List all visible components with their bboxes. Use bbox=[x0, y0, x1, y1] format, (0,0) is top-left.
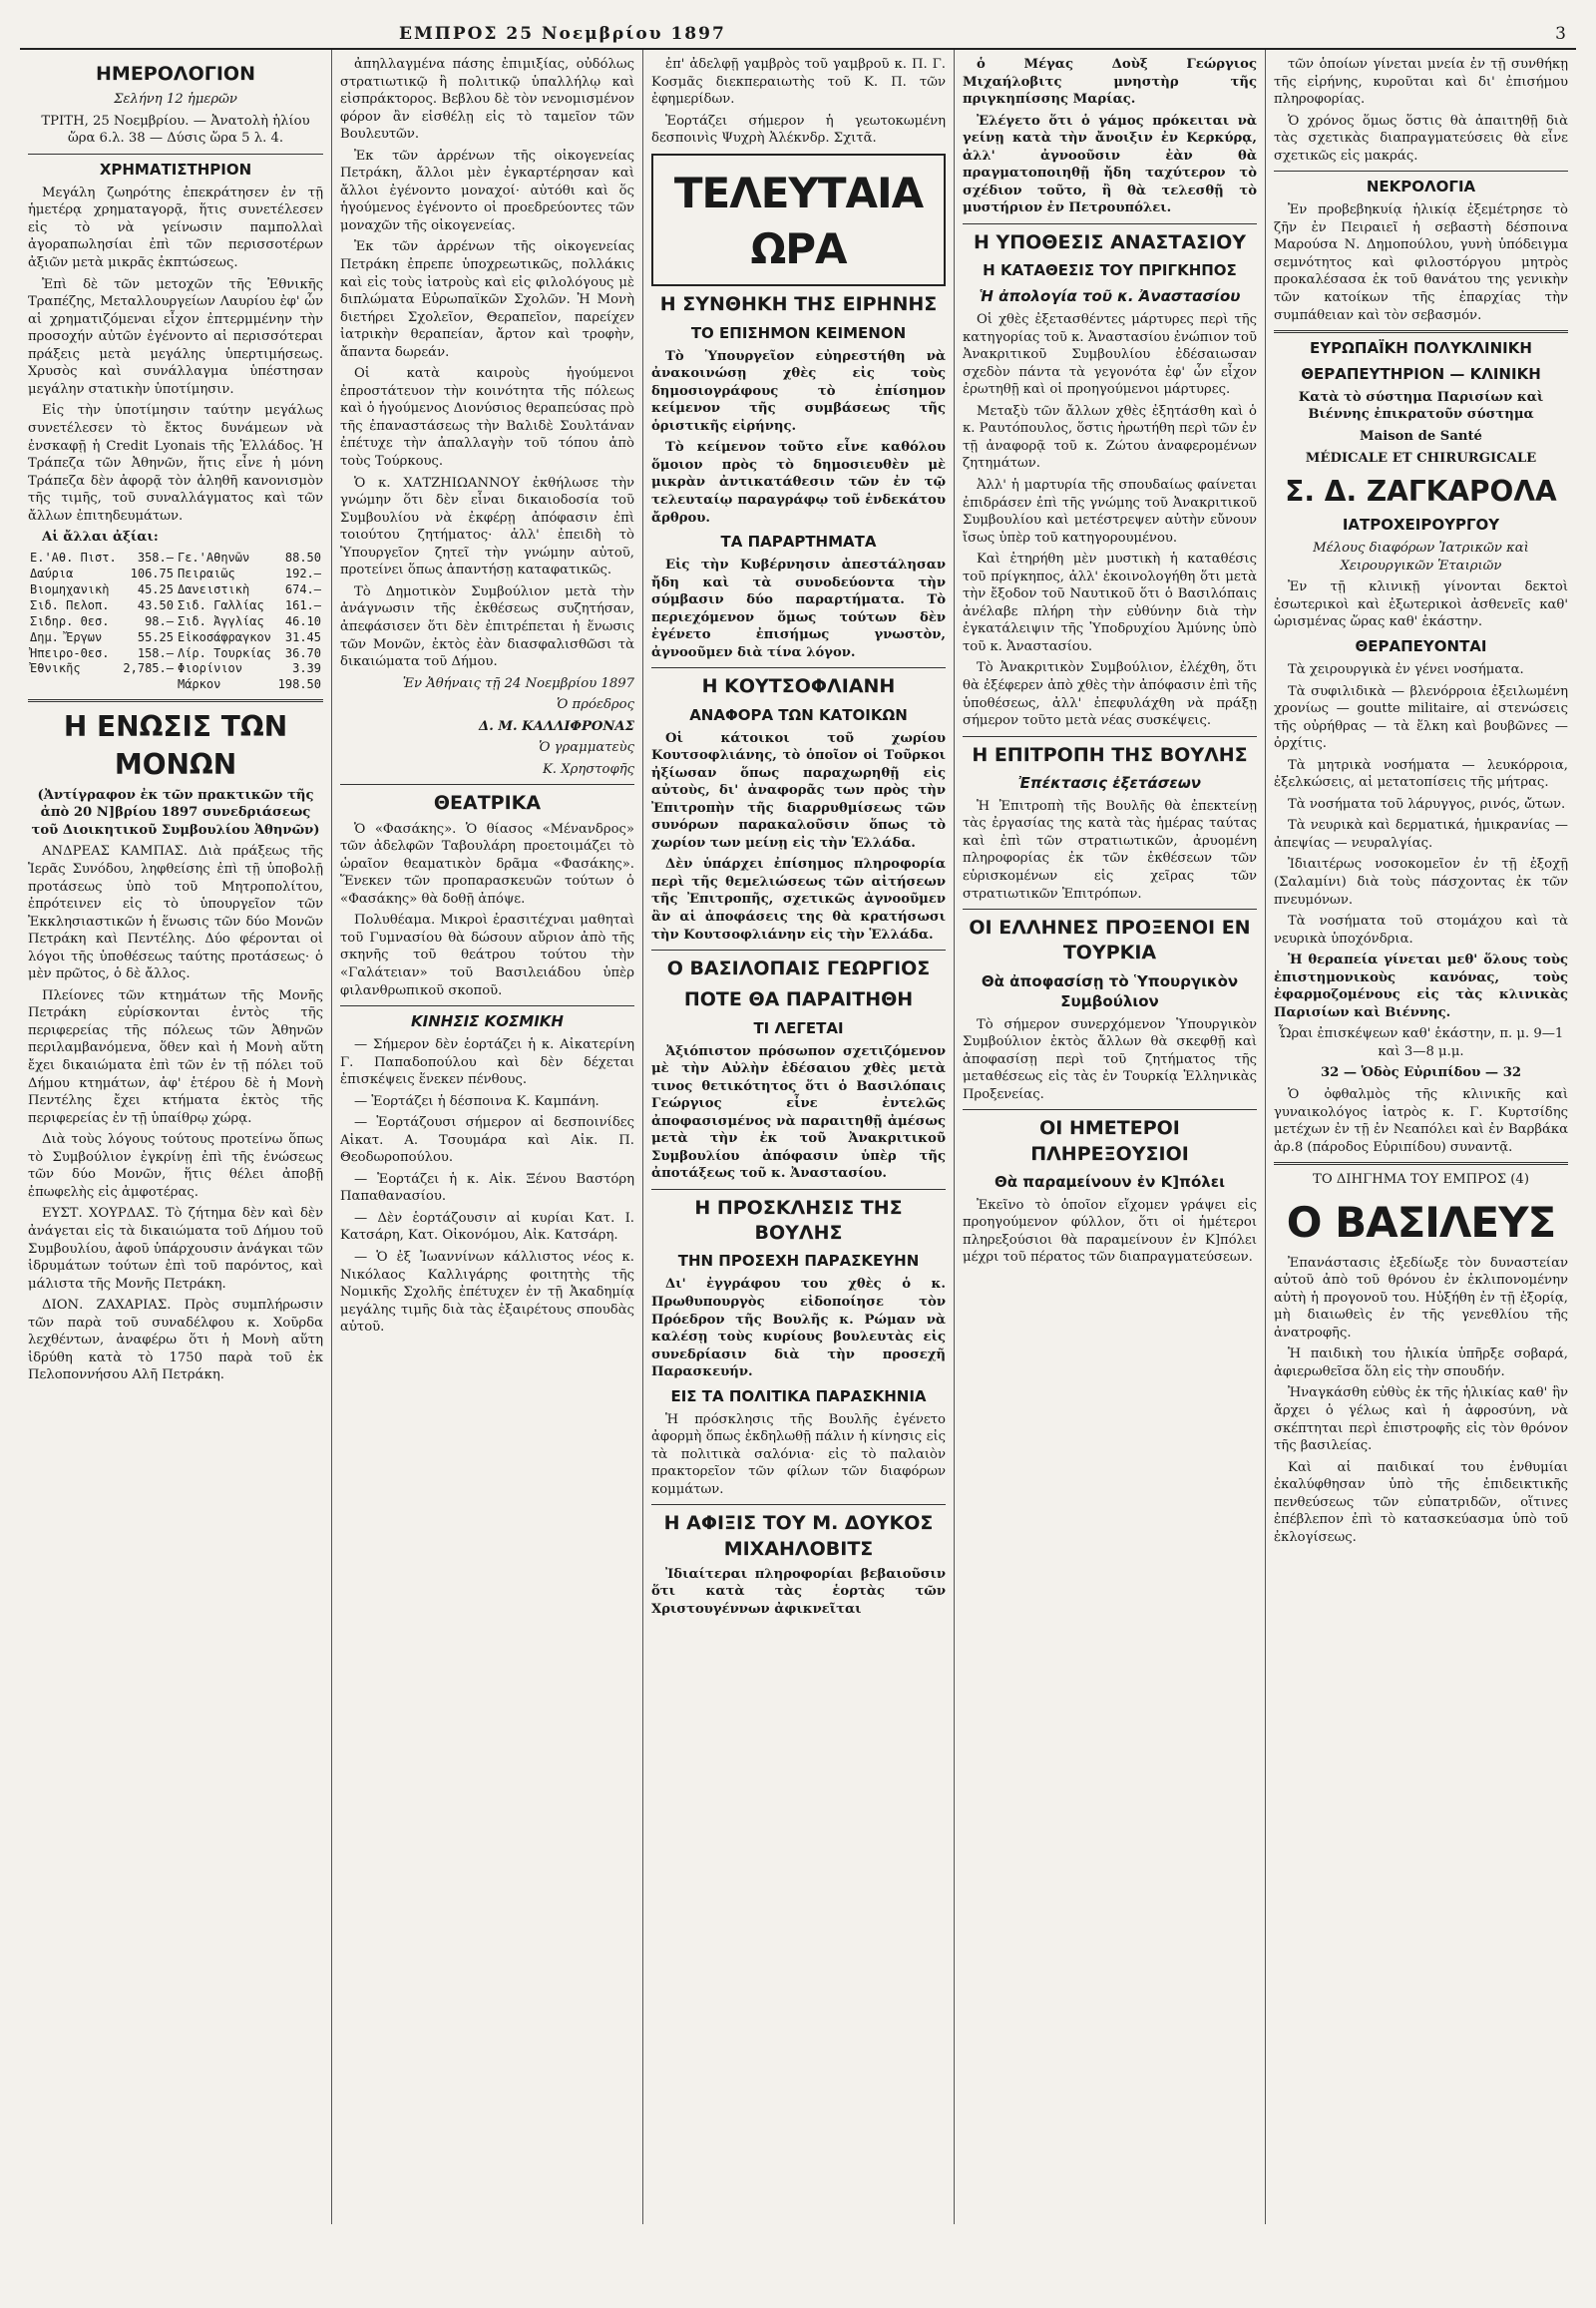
serial-title: Ο ΒΑΣΙΛΕΥΣ bbox=[1286, 1197, 1556, 1247]
rates-cell: Ἠπειρο-Θεσ. bbox=[30, 645, 110, 660]
signature-name: Κ. Χρηστοφῆς bbox=[542, 761, 634, 777]
society-item: — Δὲν ἑορτάζουσιν αἱ κυρίαι Κατ. Ι. Κατσάρη, Κατ. Οἰκονόμου, Αἰκ. Κατσάρη. bbox=[340, 1210, 634, 1244]
rates-row bbox=[28, 551, 323, 567]
serial-paragraph: Καὶ αἱ παιδικαί του ἐνθυμίαι ἐκαλύφθησαν ὑπὸ τῆς ἐπιδεικτικῆς πενθεύσεως τῶν εὐπατριδῶν, οἵτινες ἐπέβλεπον ἐπὶ τὸ κατασκεύασμα ὑπὸ τοῦ ἐκλογίσεως. bbox=[1274, 1459, 1568, 1545]
calendar-title: ΗΜΕΡΟΛΟΓΙΟΝ bbox=[96, 63, 255, 85]
column-3 bbox=[642, 50, 954, 2224]
rates-cell: Σιδ. Γαλλίας bbox=[177, 597, 264, 612]
rates-cell: Ε.'Αθ. Πιστ. bbox=[30, 550, 117, 565]
theatre-paragraph: Ὁ «Φασάκης». Ὁ θίασος «Μένανδρος» τῶν ἀδελφῶν Ταβουλάρη προετοιμάζει τὸ ὡραῖον θεαματικὸν δρᾶμα «Φασάκης». Ἕνεκεν τῶν προπαρασκευῶν τούτων ὁ «Φασάκης» θὰ δοθῇ ἀπόψε. bbox=[340, 821, 634, 907]
society-item: — Ἑορτάζει ἡ δέσποινα Κ. Καμπάνη. bbox=[354, 1093, 599, 1109]
market-paragraph: Εἰς τὴν ὑποτίμησιν ταύτην μεγάλως συνετέλεσεν τὸ ἔκτος δυνάμεων νὰ ἐνσκαφῇ ἡ Credit Lyonais τῆς Ἑλλάδος. Ἡ Τράπεζα τῶν Ἀθηνῶν, ἥτις εἶνε ἡ μόνη Τράπεζα δὲν ἀφορᾷ τὸν ἀληθῆ κανονισμὸν τῆς τιμῆς, τοῦ συναλλάγματος καὶ τῶν ἄλλων ἐπιτηδευμάτων. bbox=[28, 403, 323, 524]
rates-cell: 36.70 bbox=[284, 645, 321, 660]
rates-cell: Δημ. Ἔργων bbox=[30, 629, 103, 644]
article-paragraph: Ὁ κ. ΧΑΤΖΗΙΩΑΝΝΟΥ ἐκθήλωσε τὴν γνώμην ὅτι δὲν εἶναι δικαιοδοσία τοῦ Συμβουλίου νὰ ἐκφέρῃ ἀπόφασιν ἐπὶ τοιούτου ζητήματος· ἀλλ' ἐπειδὴ τὸ Ὑπουργεῖον ζητεῖ τὴν γνώμην αὐτοῦ, προτείνει ὅπως ἀπαντήσῃ καταφατικῶς. bbox=[340, 475, 634, 578]
treat-item: Τὰ συφιλιδικὰ — βλενόρροια ἐξειλωμένη χρονίως — goutte militaire, αἱ στενώσεις τῆς οὐρήθρας — τὰ ἕλκη καὶ βουβῶνες — ὀρχίτις. bbox=[1274, 683, 1568, 752]
rates-cell: Σιδηρ. Θεσ. bbox=[30, 613, 110, 628]
rates-cell: 2,785.— bbox=[123, 661, 174, 676]
boule-title: Η ΠΡΟΣΚΛΗΣΙΣ ΤΗΣ ΒΟΥΛΗΣ bbox=[694, 1196, 903, 1245]
signature-role: Ὁ γραμματεὺς bbox=[539, 740, 634, 756]
clinic-french-2: MÉDICALE ET CHIRURGICALE bbox=[1305, 450, 1537, 466]
rates-cell: 106.75 bbox=[130, 566, 174, 580]
union-title: Η ΕΝΩΣΙΣ ΤΩΝ ΜΟΝΩΝ bbox=[63, 710, 288, 781]
treat-item: Ἡ θεραπεία γίνεται μεθ' ὅλους τοὺς ἐπιστημονικοὺς κανόνας, τοὺς ἐφαρμοζομένους εἰς τὰς κλινικὰς Παρισίων καὶ Βιέννης. bbox=[1274, 953, 1568, 1020]
rates-cell: 46.10 bbox=[284, 613, 321, 628]
column-4 bbox=[954, 50, 1265, 2224]
society-item: — Σήμερον δὲν ἑορτάζει ἡ κ. Αἰκατερίνη Γ. Παπαδοπούλου καὶ δὲν δέχεται ἐπισκέψεις ἕνεκεν πένθους. bbox=[340, 1037, 634, 1088]
article-paragraph: Ἐκ τῶν ἀρρένων τῆς οἰκογενείας Πετράκη ἐπρεπε ὑποχρεωτικῶς, πολλάκις καὶ εἰς τοὺς ἰατροὺς καὶ εἰς φιλολόγους μὲ διπλώματα Εὐρωπαϊκῶν Σχολῶν. Ἡ Μονὴ διετήρει Σχολεῖον, Θεραπεῖον, παρείχεν ἰατρικὴν θεραπείαν, ἄρτον καὶ τροφὴν, ἄπαντα δωρεάν. bbox=[340, 239, 634, 360]
plen-title: ΟΙ ΗΜΕΤΕΡΟΙ ΠΛΗΡΕΞΟΥΣΙΟΙ bbox=[1030, 1117, 1189, 1165]
article-paragraph: τῶν ὁποίων γίνεται μνεία ἐν τῇ συνθήκῃ τῆς εἰρήνης, κυροῦται καὶ δι' ἐπισήμου πληροφορίας. bbox=[1274, 57, 1568, 108]
prince-subtitle: ΤΙ ΛΕΓΕΤΑΙ bbox=[753, 1018, 844, 1037]
rates-cell: 3.39 bbox=[292, 661, 321, 676]
article-paragraph: ἀπηλλαγμένα πάσης ἐπιμιξίας, οὐδόλως στρατιωτικῷ ἢ πολιτικῷ ὑπαλλήλῳ καὶ εἰσπράκτορος. Βεβλου δὲ τὸν νενομισμένον φόρον ἂν εἰσθέλῃ εἰς τὸ ταμεῖον τῶν Βουλευτῶν. bbox=[340, 57, 634, 143]
rates-cell: Σιδ. Ἀγγλίας bbox=[177, 613, 264, 628]
rates-heading: Αἱ ἄλλαι ἀξίαι: bbox=[42, 530, 159, 546]
treat-item: Τὰ χειρουργικὰ ἐν γένει νοσήματα. bbox=[1288, 661, 1524, 677]
clinic-paragraph: Ἐν τῇ κλινικῇ γίνονται δεκτοὶ ἐσωτερικοὶ καὶ ἐξωτερικοὶ ἀσθενεῖς καθ' ὡρισμένας ὥρας καθ' ἑκάστην. bbox=[1274, 579, 1568, 630]
kout-paragraph: Οἱ κάτοικοι τοῦ χωρίου Κουτσοφλιάνης, τὸ ὁποῖον οἱ Τοῦρκοι ἠξίωσαν ὅπως παραχωρηθῇ εἰς αὐτοὺς, δι' ἀναφορᾶς των πρὸς τὴν Ἐπιτροπὴν τῆς διαρρυθμίσεως τῶν συνόρων παρακαλοῦσιν ὅπως τὸ χωρίον των μείνῃ εἰς τὴν Ἑλλάδα. bbox=[651, 730, 946, 851]
rates-row bbox=[28, 598, 323, 614]
anast-paragraph: Τὸ Ἀνακριτικὸν Συμβούλιον, ἐλέχθη, ὅτι θὰ ἐξέφερεν ἀπὸ χθὲς τὴν ἀπόφασιν ἐπὶ τῆς ὑποθέσεως, ἀλλ' ἐπεφυλάχθη νὰ πράξῃ σήμερον τοῦτο μετὰ νέας συσκέψεις. bbox=[963, 660, 1257, 729]
anast-paragraph: Ἀλλ' ἡ μαρτυρία τῆς σπουδαίως φαίνεται ἐπιδράσεν ἐπὶ τῆς γνώμης τοῦ Ἀνακριτικοῦ Συμβουλίου καὶ μετέστρεψεν αὐτὴν εὔνουν ἴσως ὑπὲρ τοῦ κατηγορουμένου. bbox=[963, 477, 1257, 546]
doctor-title: ΙΑΤΡΟΧΕΙΡΟΥΡΓΟΥ bbox=[1342, 516, 1500, 535]
annex-paragraph: Εἰς τὴν Κυβέρνησιν ἀπεστάλησαν ἤδη καὶ τὰ συνοδεύοντα τὴν σύμβασιν δύο παραρτήματα. Τὸ περιεχόμενον ὅμως τούτων δὲν ἐγένετο ἐπισήμως γνωστὸν, ἀγνοοῦμεν διὰ τίνα λόγον. bbox=[651, 558, 946, 660]
treat-item: Τὰ νευρικὰ καὶ δερματικά, ἡμικρανίας — ἀπεψίας — νευραλγίας. bbox=[1274, 818, 1568, 851]
clinic-line: Κατὰ τὸ σύστημα Παρισίων καὶ Βιέννης ἐπικρατοῦν σύστημα bbox=[1298, 389, 1544, 423]
treat-title: ΘΕΡΑΠΕΥΟΝΤΑΙ bbox=[1355, 637, 1487, 656]
rates-cell: 31.45 bbox=[284, 629, 321, 644]
doctor-member: Μέλους διαφόρων Ἰατρικῶν καὶ Χειρουργικῶν Ἑταιριῶν bbox=[1313, 541, 1529, 574]
politics-title: ΕΙΣ ΤΑ ΠΟΛΙΤΙΚΑ ΠΑΡΑΣΚΗΝΙΑ bbox=[670, 1386, 927, 1405]
theatre-title: ΘΕΑΤΡΙΚΑ bbox=[433, 792, 542, 815]
serial-paragraph: Ἐπανάστασις ἐξεδίωξε τὸν δυναστείαν αὐτοῦ ἀπὸ τοῦ θρόνου ἐν ἐκλιπονομένην αὐτὴ ἡ προγονοῦ του. Ηὐξήθη ἐν τῇ ἐξορίᾳ, μὴ διαιωθεὶς ἐν τῆς γενεθλίου τῆς ἀνατροφῆς. bbox=[1274, 1255, 1568, 1341]
rates-cell: 45.25 bbox=[137, 581, 174, 596]
boule-paragraph: Δι' ἐγγράφου του χθὲς ὁ κ. Πρωθυπουργὸς εἰδοποίησε τὸν Πρόεδρον τῆς Βουλῆς κ. Ρώμαν νὰ καλέσῃ τοὺς κυρίους βουλευτὰς εἰς συνεδρίασιν διὰ τὴν προσεχῆ Παρασκευήν. bbox=[651, 1277, 946, 1380]
rates-cell: 674.— bbox=[284, 581, 321, 596]
arrival-title: Η ΑΦΙΞΙΣ ΤΟΥ Μ. ΔΟΥΚΟΣ ΜΙΧΑΗΛΟΒΙΤΣ bbox=[663, 1512, 934, 1560]
anast-paragraph: Καὶ ἐτηρήθη μὲν μυστικὴ ἡ καταθέσις τοῦ πρίγκηπος, ἀλλ' ἐκοινολογήθη ὅτι μετὰ τὴν ἔξοδον τοῦ Ναυτικοῦ ὅτι ὁ Βασιλόπαις ἀνέλαβε πλήρη τὴν εὐθύνην διὰ τὴν ἐγκατάλειψιν τῆς Ὑποδρυχίου Ἀμύνης ὑπὸ τοῦ κ. Ἀναστασίου. bbox=[963, 552, 1257, 654]
article-paragraph: Ἐκ τῶν ἀρρένων τῆς οἰκογενείας Πετράκη, ἄλλοι μὲν ἐγκαρτέρησαν καὶ ἄλλοι ἐγένοντο μοναχοί· αὐτόθι καὶ ὅς ἡγούμενος ἐγένοντο οἱ προεδρεύοντες τῶν μοναχῶν τῆς οἰκογενείας. bbox=[340, 148, 634, 233]
kout-subtitle: ΑΝΑΦΟΡΑ ΤΩΝ ΚΑΤΟΙΚΩΝ bbox=[689, 705, 908, 724]
society-item: — Ὁ ἐξ Ἰωαννίνων κάλλιστος νέος κ. Νικόλαος Καλλιγάρης φοιτητὴς τῆς Νομικῆς Σχολῆς ἐπέτυχεν ἐν τῇ Ἀκαδημίᾳ μεγάλης τιμῆς διὰ τὰς ἐξαιρέτους σπουδὰς αὐτοῦ. bbox=[340, 1250, 634, 1336]
union-paragraph: ΕΥΣΤ. ΧΟΥΡΔΑΣ. Τὸ ζήτημα δὲν καὶ δὲν ἀνάγεται εἰς τὰ δικαιώματα τοῦ Δήμου τοῦ Συμβουλίου, ἀφοῦ ὑπάρχουσιν ἀνάγκαι τῶν ἱδρυμάτων τούτων ἐπὶ τοῦ παρόντος, καὶ μάλιστα τῆς Μονῆς Πετράκη. bbox=[28, 1206, 323, 1292]
column-1 bbox=[20, 50, 331, 2224]
rates-cell: 198.50 bbox=[277, 677, 321, 692]
rates-row bbox=[28, 614, 323, 630]
newspaper-page bbox=[20, 22, 1576, 2246]
boule-subtitle: ΤΗΝ ΠΡΟΣΕΧΗ ΠΑΡΑΣΚΕΥΗΝ bbox=[677, 1252, 920, 1271]
rates-cell: Λίρ. Τουρκίας bbox=[177, 645, 271, 660]
article-paragraph: Οἱ κατὰ καιροὺς ἡγούμενοι ἐπροστάτευον τὴν κοινότητα τῆς πόλεως καὶ ὁ ἡγούμενος Διονύσιος θεραπεύσας πρὸ τῆς ἐπαναστάσεως τὴν Βαλιδὲ Σουλτάναν ἐπέτυχε τὴν ἀπαλλαγὴν τοῦ τόπου ἀπὸ τοὺς Τούρκους. bbox=[340, 366, 634, 470]
rates-row bbox=[28, 677, 323, 693]
article-paragraph: Τὸ Δημοτικὸν Συμβούλιον μετὰ τὴν ἀνάγνωσιν τῆς ἐκθέσεως συζητήσαν, ἀπεφάσισεν ὅτι δὲν ἐπιτρέπεται ἡ ἕνωσις τῶν Μονῶν, ἐκτὸς ἐὰν διασφαλισθῶσι τὰ δικαιώματα τοῦ Δήμου. bbox=[340, 583, 634, 670]
prince-paragraph: Ἀξιόπιστον πρόσωπον σχετιζόμενον μὲ τὴν Αὐλὴν ἐδέσαιου χθὲς μετὰ τινος θετικότητος ὅτι ὁ Βασιλόπαις Γεώργιος εἶνε ἐντελῶς ἀποφασισμένος νὰ παραιτηθῇ ἀμέσως μετὰ τὴν ἐκ τοῦ Ἀνακριτικοῦ Συμβουλίου ἀπόφασιν ὑπὲρ τῆς ἀποτάξεως τοῦ κ. Ἀναστασίου. bbox=[651, 1043, 946, 1182]
treaty-paragraph: Τὸ Ὑπουργεῖον εὐηρεστήθη νὰ ἀνακοινώσῃ χθὲς εἰς τοὺς δημοσιογράφους τὸ ἐπίσημον κείμενον τῆς συμβάσεως τῆς ὁριστικῆς εἰρήνης. bbox=[651, 348, 946, 434]
clinic-french: Maison de Santé bbox=[1360, 429, 1482, 445]
clinic-address: 32 — Ὁδὸς Εὐριπίδου — 32 bbox=[1320, 1065, 1522, 1081]
article-paragraph: Ὁ χρόνος ὅμως ὅστις θὰ ἀπαιτηθῇ διὰ τὰς σχετικὰς διαπραγματεύσεις θὰ εἶνε σχετικῶς εἰς μακράς. bbox=[1274, 113, 1568, 164]
serial-paragraph: Ἡ παιδικὴ του ἡλικία ὑπῆρξε σοβαρά, ἀφιερωθεῖσα ὅλη εἰς τὴν σπουδήν. bbox=[1274, 1346, 1568, 1379]
treat-item: Ἰδιαιτέρως νοσοκομεῖον ἐν τῇ ἐξοχῇ (Σαλαμίνι) διὰ τοὺς πάσχοντας ἐκ τῶν πνευμόνων. bbox=[1274, 857, 1568, 908]
last-hour-banner: ΤΕΛΕΥΤΑΙΑ ΩΡΑ bbox=[673, 168, 924, 273]
serial-paragraph: Ἠναγκάσθη εὐθὺς ἐκ τῆς ἡλικίας καθ' ἣν ἄρχει ὁ γέλως καὶ ἡ ἀφροσύνη, νὰ σκέπτηται περὶ ἐπιστροφῆς εἰς τὸν θρόνον τῆς βασιλείας. bbox=[1274, 1385, 1568, 1454]
kout-paragraph: Δὲν ὑπάρχει ἐπίσημος πληροφορία περὶ τῆς θεμελιώσεως τῶν αἰτήσεων τῆς Ἐπιτροπῆς, σχετικῶς ἀγνοοῦμεν ἂν αἱ ἀποφάσεις της θὰ κρατήσωσι τὴν Κουτσοφλιάνην εἰς τὴν Ἑλλάδα. bbox=[651, 857, 946, 943]
obituary-title: ΝΕΚΡΟΛΟΓΙΑ bbox=[1366, 178, 1476, 196]
masthead bbox=[20, 22, 1576, 50]
prince-deposition-title: Η ΚΑΤΑΘΕΣΙΣ ΤΟΥ ΠΡΙΓΚΗΠΟΣ bbox=[983, 261, 1237, 280]
rates-cell: Σιδ. Πελοπ. bbox=[30, 597, 110, 612]
society-item: — Ἑορτάζουσι σήμερον αἱ δεσποινίδες Αἰκατ. Α. Τσουμάρα καὶ Αἰκ. Π. Θεοδωροπούλου. bbox=[340, 1115, 634, 1166]
column-5 bbox=[1265, 50, 1576, 2224]
rates-cell: Δαύρια bbox=[30, 566, 74, 580]
treaty-title: Η ΣΥΝΘΗΚΗ ΤΗΣ ΕΙΡΗΝΗΣ bbox=[659, 293, 938, 316]
rates-cell bbox=[120, 677, 176, 693]
anast-paragraph: Οἱ χθὲς ἐξετασθέντες μάρτυρες περὶ τῆς κατηγορίας τοῦ κ. Ἀναστασίου ἐνώπιον τοῦ Ἀνακριτικοῦ Συμβουλίου ἐδέσαιωσαν σχεδὸν πάντα τὰ γεγονότα ἐφ' ὧν εἶχον ἐρωτηθῇ καὶ οἱ προηγούμενοι μάρτυρες. bbox=[963, 312, 1257, 398]
prince-title: Ο ΒΑΣΙΛΟΠΑΙΣ ΓΕΩΡΓΙΟΣ bbox=[666, 958, 931, 980]
committee-subtitle: Ἐπέκτασις ἐξετάσεων bbox=[1018, 773, 1201, 792]
treat-item: Τὰ νοσήματα τοῦ λάρυγγος, ρινός, ὤτων. bbox=[1288, 796, 1566, 812]
duke-paragraph: ὁ Μέγας Δοὺξ Γεώργιος Μιχαήλοβιτς μνηστὴρ τῆς πριγκηπίσσης Μαρίας. bbox=[963, 57, 1257, 108]
article-paragraph: ἐπ' ἀδελφῇ γαμβρὸς τοῦ γαμβροῦ κ. Π. Γ. Κοσμᾶς διεκπεραιωτὴς τοῦ Κ. Π. τῶν ἐφημερίδων. bbox=[651, 57, 946, 108]
rates-cell: 358.— bbox=[137, 550, 174, 565]
signature-date: Ἐν Ἀθήναις τῇ 24 Νοεμβρίου 1897 bbox=[402, 675, 634, 691]
market-paragraph: Μεγάλη ζωηρότης ἐπεκράτησεν ἐν τῇ ἡμετέρᾳ χρηματαγορᾷ, ἥτις συνετέλεσεν εἰς τὸ νὰ γείνωσιν παμπολλαὶ ἀγοραπωλησίαι ἐπὶ τῶν περισσοτέρων ἀξιῶν μετὰ μικρᾶς ἐκπτώσεως. bbox=[28, 185, 323, 271]
rates-cell: Μάρκον bbox=[177, 677, 221, 692]
article-paragraph: Ἑορτάζει σήμερον ἡ γεωτοκωμένη δεσποινὶς Ψυχρὴ Ἀλέκνδρ. Σχιτᾶ. bbox=[651, 113, 946, 147]
union-paragraph: Πλείονες τῶν κτημάτων τῆς Μονῆς Πετράκη εὑρίσκονται ἐντὸς τῆς περιφερείας τῆς πόλεως τῶν Ἀθηνῶν περιλαμβανόμενα, ὅθεν καὶ ἡ Μονὴ αὕτη ἔχει δικαιώματα ἐπὶ τῶν ἐν τῇ πόλει τοῦ Δήμου κτημάτων, ἀφ' ἑτέρου δὲ ἡ Μονὴ Πεντέλης ἔχει κτήματα ἐκτὸς τῆς περιφερείας ἐν τῇ ὑπαίθρῳ χώρᾳ. bbox=[28, 987, 323, 1126]
column-2 bbox=[331, 50, 642, 2224]
union-subtitle: (Ἀντίγραφον ἐκ τῶν πρακτικῶν τῆς ἀπὸ 20 Ν]βρίου 1897 συνεδριάσεως τοῦ Διοικητικοῦ Συμβουλίου Ἀθηνῶν) bbox=[31, 787, 320, 838]
treaty-paragraph: Τὸ κείμενον τοῦτο εἶνε καθόλου ὅμοιον πρὸς τὸ δημοσιευθὲν μὲ μικρὰν ἀντικατάθεσιν τῶν ἐν τῷ τελευταίῳ παραγράφῳ τοῦ ἑνδεκάτου ἄρθρου. bbox=[651, 440, 946, 526]
rates-cell: 98.— bbox=[145, 613, 174, 628]
kout-title: Η ΚΟΥΤΣΟΦΛΙΑΝΗ bbox=[701, 675, 896, 698]
politics-paragraph: Ἡ πρόσκλησις τῆς Βουλῆς ἐγένετο ἀφορμὴ ὅπως ἐκδηλωθῇ πάλιν ἡ κίνησις εἰς τὰ πολιτικὰ σαλόνια· εἰς τὸ παλαιὸν πρακτορεῖον τῶν φίλων τῶν διαφόρων κομμάτων. bbox=[651, 1411, 946, 1497]
anast-subtitle: Ἡ ἀπολογία τοῦ κ. Ἀναστασίου bbox=[979, 287, 1241, 306]
clinic-subtitle: ΘΕΡΑΠΕΥΤΗΡΙΟΝ — ΚΛΙΝΙΚΗ bbox=[1301, 364, 1541, 383]
rates-cell: 43.50 bbox=[137, 597, 174, 612]
masthead-paper: ΕΜΠΡΟΣ 25 Νοεμβρίου 1897 bbox=[399, 24, 726, 44]
prince-title-2: ΠΟΤΕ ΘΑ ΠΑΡΑΙΤΗΘΗ bbox=[683, 988, 914, 1011]
duke-paragraph: Ἐλέγετο ὅτι ὁ γάμος πρόκειται νὰ γείνῃ κατὰ τὴν ἄνοιξιν ἐν Κερκύρᾳ, ἀλλ' ἀγνοοῦσιν ἐὰν θὰ πραγματοποιηθῇ ἤδη ταχύτερον τὸ σχέδιον τοῦτο, ἢ θὰ τελεσθῇ τὸ μυστήριον ἐν Πετρουπόλει. bbox=[963, 113, 1257, 216]
doctor-name: Σ. Δ. ΖΑΓΚΑΡΟΛΑ bbox=[1285, 475, 1557, 509]
committee-title: Η ΕΠΙΤΡΟΠΗ ΤΗΣ ΒΟΥΛΗΣ bbox=[972, 743, 1248, 766]
union-paragraph: Διὰ τοὺς λόγους τούτους προτείνω ὅπως τὸ Συμβούλιον ἐγκρίνῃ ἐπὶ τῆς ἑνώσεως τῶν δύο Μονῶν, ἥτις θέλει ἀποβῇ ἐπωφελὴς εἰς ἀμφοτέρας. bbox=[28, 1132, 323, 1200]
society-item: — Ἑορτάζει ἡ κ. Αἰκ. Ξένου Βαστόρη Παπαθανασίου. bbox=[340, 1171, 634, 1205]
consuls-title: ΟΙ ΕΛΛΗΝΕΣ ΠΡΟΞΕΝΟΙ ΕΝ ΤΟΥΡΚΙΑ bbox=[969, 917, 1251, 964]
rates-cell: Πειραιῶς bbox=[177, 566, 235, 580]
treat-item: Τὰ νοσήματα τοῦ στομάχου καὶ τὰ νευρικὰ ὑποχόνδρια. bbox=[1274, 914, 1568, 947]
rates-cell: Φιορίνιον bbox=[177, 661, 243, 676]
rates-row bbox=[28, 661, 323, 677]
consuls-paragraph: Τὸ σήμερον συνερχόμενον Ὑπουργικὸν Συμβούλιον ἐκτὸς ἄλλων θὰ σκεφθῇ καὶ ἀποφασίσῃ περὶ τοῦ ζητήματος τῆς μεταθέσεως εἰς τὰς ἐν Τουρκίᾳ Ἑλληνικὰς Προξενείας. bbox=[963, 1016, 1257, 1102]
theatre-paragraph: Πολυθέαμα. Μικροὶ ἐρασιτέχναι μαθηταὶ τοῦ Γυμνασίου θὰ δώσουν αὔριον ἀπὸ τῆς σκηνῆς τοῦ θεάτρου τούτου τὴν «Γαλάτειαν» τοῦ Βασιλειάδου ὑπὲρ φιλανθρωπικοῦ σκοποῦ. bbox=[340, 913, 634, 998]
anast-title: Η ΥΠΟΘΕΣΙΣ ΑΝΑΣΤΑΣΙΟΥ bbox=[973, 230, 1246, 253]
rates-row bbox=[28, 646, 323, 662]
union-paragraph: ΔΙΟΝ. ΖΑΧΑΡΙΑΣ. Πρὸς συμπλήρωσιν τῶν παρὰ τοῦ συναδέλφου κ. Χοῦρδα λεχθέντων, ἀναφέρω ὅτι ἡ Μονὴ αὕτη ἱδρύθη κατὰ τὸ 1750 παρὰ τοῦ ἐκ Πελοποννήσου Αλῆ Πετράκη. bbox=[28, 1298, 323, 1383]
rates-cell: Γε.'Αθηνῶν bbox=[177, 550, 250, 565]
treaty-subtitle: ΤΟ ΕΠΙΣΗΜΟΝ ΚΕΙΜΕΝΟΝ bbox=[690, 323, 907, 342]
rates-table bbox=[28, 551, 323, 694]
market-paragraph: Ἐπὶ δὲ τῶν μετοχῶν τῆς Ἐθνικῆς Τραπέζης, Μεταλλουργείων Λαυρίου ἐφ' ὧν αἱ χρηματιζόμεναι εἶχον ἐπτερμμένην τὴν προσοχήν αὐτῶν ἐγένοντο αἱ περισσότεραι πράξεις μετὰ μεγάλης ὑπερτιμήσεως. Χρυσὸς καὶ συνάλλαγμα ὑπέστησαν μεγάλην στατικὴν ὑποτίμησιν. bbox=[28, 276, 323, 397]
anast-paragraph: Μεταξὺ τῶν ἄλλων χθὲς ἐξητάσθη καὶ ὁ κ. Ραυτόπουλος, ὅστις ἠρωτήθη περὶ τῶν ἐν τῇ ἀναφορᾷ τοῦ κ. Ζώτου ἀναφερομένων ζητημάτων. bbox=[963, 403, 1257, 472]
market-title: ΧΡΗΜΑΤΙΣΤΗΡΙΟΝ bbox=[99, 160, 252, 179]
page-number: 3 bbox=[1555, 24, 1566, 44]
rates-cell: Δανειστικὴ bbox=[177, 581, 250, 596]
rates-cell: Ἐθνικῆς bbox=[30, 661, 81, 676]
serial-label: ΤΟ ΔΙΗΓΗΜΑ ΤΟΥ ΕΜΠΡΟΣ (4) bbox=[1313, 1172, 1529, 1188]
rates-cell: 55.25 bbox=[137, 629, 174, 644]
rates-cell bbox=[28, 677, 120, 693]
obituary-paragraph: Ἐν προβεβηκυίᾳ ἡλικίᾳ ἐξεμέτρησε τὸ ζῆν ἐν Πειραιεῖ ἡ σεβαστὴ δέσποινα Μαρούσα Ν. Δημοπούλου, γυνὴ ὑπόδειγμα σεμνότητος καὶ φιλοστόργου μητρὸς προκαλέσασα ἐκ τοῦ θανάτου της γενικὴν τῶν κατοίκων τῆς ἐπαρχίας τὴν συμπάθειαν καὶ τὸν σεβασμόν. bbox=[1274, 202, 1568, 323]
rates-row bbox=[28, 582, 323, 598]
rates-cell: 192.— bbox=[284, 566, 321, 580]
arrival-paragraph: Ἰδιαίτεραι πληροφορίαι βεβαιοῦσιν ὅτι κατὰ τὰς ἑορτὰς τῶν Χριστουγέννων ἀφικνεῖται bbox=[651, 1566, 946, 1617]
rates-cell: 88.50 bbox=[284, 550, 321, 565]
clinic-hours: Ὧραι ἐπισκέψεων καθ' ἑκάστην, π. μ. 9—1 καὶ 3—8 μ.μ. bbox=[1278, 1026, 1564, 1059]
calendar-moon: Σελήνη 12 ἡμερῶν bbox=[114, 92, 237, 108]
rates-row bbox=[28, 630, 323, 646]
clinic-name: ΕΥΡΩΠΑΪΚΗ ΠΟΛΥΚΛΙΝΙΚΗ bbox=[1310, 339, 1532, 358]
rates-cell: 161.— bbox=[284, 597, 321, 612]
consuls-subtitle: Θὰ ἀποφασίσῃ τὸ Ὑπουργικὸν Συμβούλιον bbox=[981, 971, 1239, 1010]
rates-cell: Βιομηχανικὴ bbox=[30, 581, 110, 596]
rates-cell: Εἰκοσάφραγκον bbox=[177, 629, 271, 644]
annex-title: ΤΑ ΠΑΡΑΡΤΗΜΑΤΑ bbox=[720, 533, 877, 552]
committee-paragraph: Ἡ Ἐπιτροπὴ τῆς Βουλῆς θὰ ἐπεκτείνῃ τὰς ἐργασίας της κατὰ τὰς ἡμέρας ταύτας καὶ ἐπὶ τῶν στρατιωτικῶν, ἀρυομένη πληροφορίας ἐκ τῶν ἐκθέσεων τῶν εὑρισκομένων εἰς χεῖρας τῶν στρατιωτικῶν Ἐπιτρόπων. bbox=[963, 798, 1257, 902]
signature-name: Δ. Μ. ΚΑΛΛΙΦΡΟΝΑΣ bbox=[478, 718, 634, 734]
signature-role: Ὁ πρόεδρος bbox=[557, 697, 634, 713]
society-title: ΚΙΝΗΣΙΣ ΚΟΣΜΙΚΗ bbox=[411, 1012, 564, 1031]
clinic-paragraph: Ὁ ὀφθαλμὸς τῆς κλινικῆς καὶ γυναικολόγος ἰατρὸς κ. Γ. Κυρτσίδης μετέχων ἐν τῇ ἐν Νεαπόλει καὶ ἐν Βαρβάκα ἀρ.8 (πάροδος Εὐριπίδου) συναντᾷ. bbox=[1274, 1086, 1568, 1155]
rates-cell: 158.— bbox=[137, 645, 174, 660]
rates-row bbox=[28, 567, 323, 582]
treat-item: Τὰ μητρικὰ νοσήματα — λευκόρροια, ἐξελκώσεις, αἱ μετατοπίσεις τῆς μήτρας. bbox=[1274, 757, 1568, 791]
calendar-line: ΤΡΙΤΗ, 25 Νοεμβρίου. — Ἀνατολὴ ἡλίου ὥρα 6.λ. 38 — Δύσις ὥρα 5 λ. 4. bbox=[41, 113, 310, 147]
plen-subtitle: Θὰ παραμείνουν ἐν Κ]πόλει bbox=[995, 1172, 1225, 1191]
union-paragraph: ΑΝΔΡΕΑΣ ΚΑΜΠΑΣ. Διὰ πράξεως τῆς Ἱερᾶς Συνόδου, ληφθείσης ἐπὶ τῇ ὑποβολῇ προτάσεως ὑπὸ τοῦ Μητροπολίτου, ἐπρότεινεν εἰς τὸ ὑπουργεῖον τῶν Ἐκκλησιαστικῶν ἡ ἕνωσις τῶν δύο Μονῶν Πετράκη καὶ Πεντέλης. Δύο φέρονται οἱ λόγοι τῆς ὑποθέσεως ταύτης προτάσεως· ὁ μὲν πρῶτος, ὁ δὲ ἄλλος. bbox=[28, 844, 323, 982]
plen-paragraph: Ἐκεῖνο τὸ ὁποῖον εἴχομεν γράψει εἰς προηγούμενον φύλλον, ὅτι οἱ ἡμέτεροι πληρεξούσιοι θὰ παραμείνουν ἐν Κ]πόλει μέχρι τοῦ πέρατος τῶν διαπραγματεύσεων. bbox=[963, 1197, 1257, 1266]
